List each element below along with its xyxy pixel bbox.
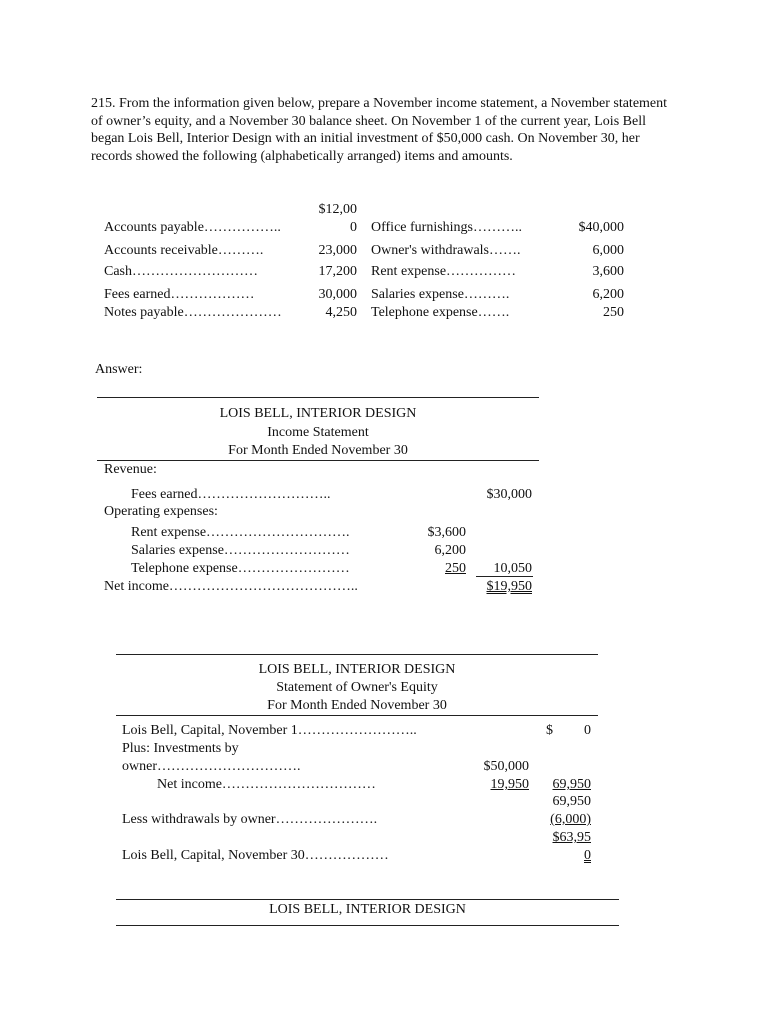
- accounts-payable-amount-top: $12,00: [318, 202, 357, 217]
- withdrawals-label: Less withdrawals by owner………………….: [122, 812, 378, 827]
- equity-net-income-amount: 19,950: [490, 777, 529, 792]
- balance-sheet-header-rule: [116, 925, 619, 926]
- item-amount: 4,250: [325, 305, 357, 320]
- equity-net-income-label: Net income……………………………: [157, 777, 376, 792]
- capital-nov30-label: Lois Bell, Capital, November 30………………: [122, 848, 389, 863]
- item-amount: $40,000: [578, 220, 624, 235]
- equity-statement-top-rule: [116, 654, 598, 655]
- problem-statement: 215. From the information given below, prepare a November income statement, a November statement of owner’s equity, and a November 30 balance sheet. On November 1 of the current year, Lois Bell began Lois Bell, Interior Design with an initial investment of $50,000 cash. On November 30, her records showed the following (alphabetically arranged) items and amounts.: [91, 96, 668, 164]
- income-statement-top-rule: [97, 397, 539, 398]
- telephone-expense-amount: 250: [445, 561, 466, 576]
- capital-nov1-label: Lois Bell, Capital, November 1……………………..: [122, 723, 417, 738]
- item-amount: 0: [350, 220, 357, 235]
- income-statement-title: Income Statement: [267, 425, 369, 440]
- salaries-expense-amount: 6,200: [434, 543, 466, 558]
- item-label: Owner's withdrawals…….: [371, 243, 521, 258]
- equity-statement-company: LOIS BELL, INTERIOR DESIGN: [258, 662, 456, 677]
- equity-statement-header-rule: [116, 715, 598, 716]
- fees-earned-label: Fees earned………………………..: [131, 487, 331, 502]
- income-statement-company: LOIS BELL, INTERIOR DESIGN: [219, 406, 417, 421]
- income-statement-header-rule: [97, 460, 539, 461]
- item-amount: 250: [603, 305, 624, 320]
- item-amount: 30,000: [318, 287, 357, 302]
- item-amount: 6,200: [592, 287, 624, 302]
- item-amount: 3,600: [592, 264, 624, 279]
- total-rule: [476, 576, 533, 577]
- item-amount: 23,000: [318, 243, 357, 258]
- item-label: Accounts payable……………..: [104, 220, 281, 235]
- owner-label: owner………………………….: [122, 759, 301, 774]
- capital-nov1-dollar: $: [546, 723, 553, 738]
- salaries-expense-label: Salaries expense………………………: [131, 543, 350, 558]
- equity-statement-period: For Month Ended November 30: [267, 698, 447, 713]
- subtotal-b: 69,950: [552, 794, 591, 809]
- fees-earned-amount: $30,000: [486, 487, 532, 502]
- revenue-label: Revenue:: [104, 462, 157, 477]
- balance-sheet-top-rule: [116, 899, 619, 900]
- item-label: Fees earned………………: [104, 287, 255, 302]
- plus-investments-label: Plus: Investments by: [122, 741, 239, 756]
- net-income-label: Net income…………………………………..: [104, 579, 358, 594]
- item-label: Office furnishings………..: [371, 220, 522, 235]
- investment-amount: $50,000: [483, 759, 529, 774]
- item-amount: 6,000: [592, 243, 624, 258]
- total-expenses-amount: 10,050: [493, 561, 532, 576]
- equity-statement-title: Statement of Owner's Equity: [276, 680, 438, 695]
- rent-expense-amount: $3,600: [427, 525, 466, 540]
- net-income-amount: $19,950: [486, 579, 532, 594]
- answer-label: Answer:: [95, 362, 143, 377]
- withdrawals-amount: (6,000): [550, 812, 591, 827]
- income-statement-period: For Month Ended November 30: [228, 443, 408, 458]
- capital-nov30-amount-bottom: 0: [584, 848, 591, 863]
- item-label: Accounts receivable……….: [104, 243, 264, 258]
- operating-expenses-label: Operating expenses:: [104, 504, 218, 519]
- item-label: Notes payable…………………: [104, 305, 282, 320]
- rent-expense-label: Rent expense………………………….: [131, 525, 350, 540]
- item-label: Salaries expense……….: [371, 287, 510, 302]
- item-label: Cash………………………: [104, 264, 258, 279]
- telephone-expense-label: Telephone expense……………………: [131, 561, 350, 576]
- capital-nov1-amount: 0: [584, 723, 591, 738]
- balance-sheet-company: LOIS BELL, INTERIOR DESIGN: [269, 902, 466, 917]
- item-label: Rent expense……………: [371, 264, 517, 279]
- subtotal-a: 69,950: [552, 777, 591, 792]
- capital-nov30-amount-top: $63,95: [552, 830, 591, 845]
- item-amount: 17,200: [318, 264, 357, 279]
- item-label: Telephone expense…….: [371, 305, 510, 320]
